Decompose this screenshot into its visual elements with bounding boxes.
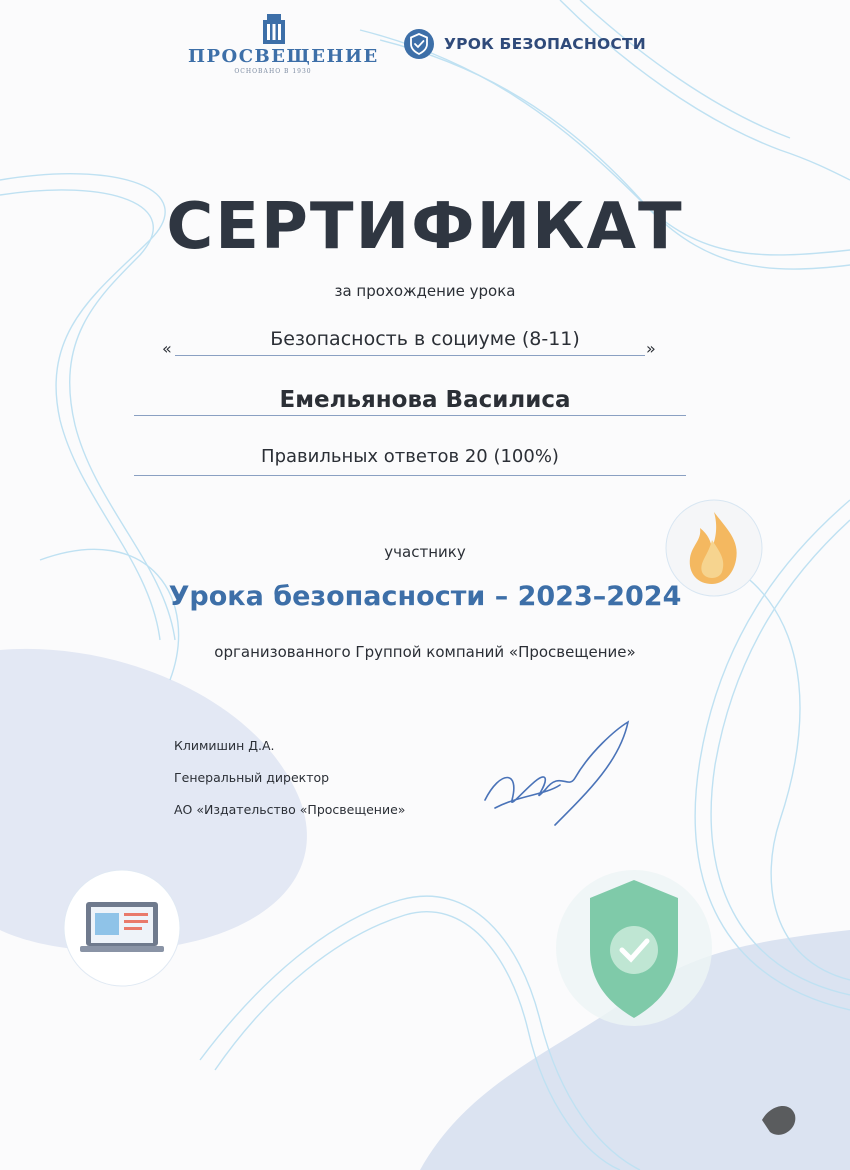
shield-check-icon	[556, 870, 712, 1026]
certificate-subtitle: за прохождение урока	[334, 282, 516, 300]
laptop-icon	[64, 870, 180, 986]
organizer-text: организованного Группой компаний «Просвещение»	[214, 643, 636, 661]
signatory-name: Климишин Д.А.	[174, 738, 275, 753]
lesson-name: Безопасность в социуме (8-11)	[270, 328, 580, 350]
publisher-name: ПРОСВЕЩЕНИЕ	[188, 46, 379, 67]
lesson-underline	[175, 355, 645, 356]
signature	[485, 722, 628, 825]
ribbon-top-4	[580, 0, 790, 138]
ribbon-right-3	[720, 560, 850, 980]
participant-label: участнику	[384, 543, 466, 561]
publisher-tagline: ОСНОВАНО В 1930	[234, 68, 312, 75]
score-value: 20 (100%)	[464, 446, 559, 467]
score-underline	[134, 475, 686, 476]
recipient-name: Емельянова Василиса	[279, 387, 571, 413]
score-line	[134, 446, 686, 467]
publisher-logo	[188, 12, 379, 78]
score-label: Правильных ответов	[261, 446, 460, 467]
program-logo	[403, 26, 646, 62]
shield-check-icon	[403, 28, 435, 60]
quote-close: »	[646, 339, 656, 358]
signatory-block	[174, 730, 405, 826]
program-name: УРОК БЕЗОПАСНОСТИ	[444, 35, 646, 53]
event-name: Урока безопасности – 2023–2024	[168, 581, 682, 612]
signatory-position: Генеральный директор	[174, 770, 330, 785]
recipient-underline	[134, 415, 686, 416]
signatory-company: АО «Издательство «Просвещение»	[174, 802, 406, 817]
building-icon	[261, 14, 287, 44]
quote-open: «	[162, 339, 172, 358]
certificate-title: СЕРТИФИКАТ	[166, 190, 684, 264]
